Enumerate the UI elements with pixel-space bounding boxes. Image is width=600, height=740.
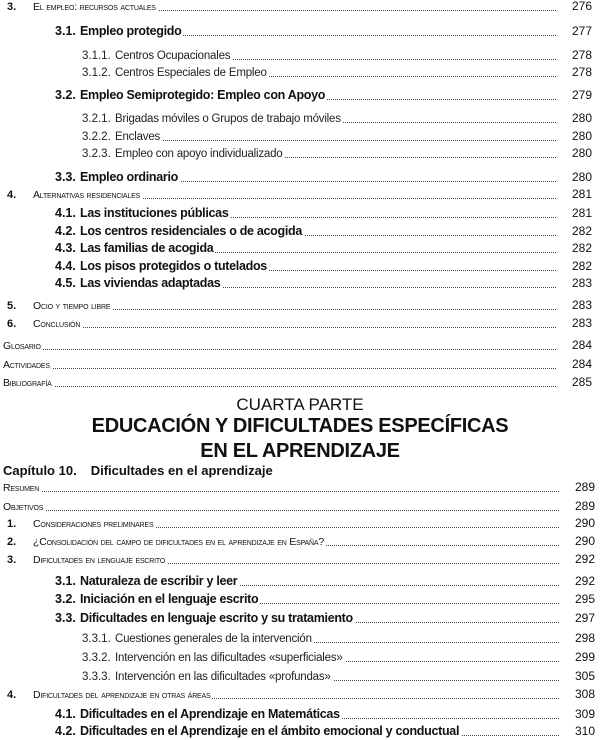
entry-number: 3.: [7, 1, 17, 13]
entry-title: Dificultades en lenguaje escrito y su tratamiento: [80, 611, 353, 625]
entry-page: 280: [571, 170, 592, 184]
entry-title: Empleo Semiprotegido: Empleo con Apoyo: [80, 88, 326, 102]
toc-entry[interactable]: [0, 373, 600, 391]
entry-page: 282: [571, 224, 592, 238]
entry-number: 3.: [7, 554, 17, 566]
toc-entry[interactable]: [0, 127, 600, 145]
entry-title: Iniciación en el lenguaje escrito: [80, 592, 259, 606]
toc-entry[interactable]: [0, 314, 600, 332]
entry-title: ¿Consolidación del campo de dificultades en el aprendizaje en España?: [33, 536, 324, 548]
entry-title: Dificultades en el Aprendizaje en Matemáticas: [80, 707, 340, 721]
entry-page: 283: [571, 316, 592, 330]
toc-entry[interactable]: [0, 629, 600, 647]
toc-entry[interactable]: [0, 532, 600, 550]
entry-page: 285: [571, 375, 592, 389]
entry-title: Conclusión: [33, 318, 81, 330]
toc-entry[interactable]: [0, 46, 600, 64]
entry-page: 292: [574, 552, 595, 566]
entry-title: Actividades: [3, 359, 50, 371]
entry-number: 3.1.1.: [82, 50, 111, 62]
toc-entry[interactable]: [0, 572, 600, 590]
entry-number: 3.3.1.: [82, 633, 111, 645]
toc-entry[interactable]: [0, 590, 600, 608]
entry-page: 276: [571, 0, 592, 13]
entry-title: Las instituciones públicas: [80, 206, 229, 220]
toc-entry[interactable]: [0, 86, 600, 104]
entry-number: 3.3.: [55, 611, 76, 625]
entry-title: Consideraciones preliminares: [33, 518, 154, 530]
entry-page: 283: [571, 298, 592, 312]
entry-title: Dificultades del aprendizaje en otras áreas: [33, 689, 211, 701]
entry-title: Intervención en las dificultades «superficiales»: [115, 652, 343, 664]
entry-title: El empleo: recursos actuales: [33, 1, 156, 13]
toc-entry[interactable]: [0, 514, 600, 532]
entry-page: 280: [571, 146, 592, 160]
chapter-heading: [3, 463, 273, 478]
toc-entry[interactable]: [0, 667, 600, 685]
dot-leader: [33, 327, 556, 328]
toc-entry[interactable]: [0, 355, 600, 373]
part-title-line1: EDUCACIÓN Y DIFICULTADES ESPECÍFICAS: [91, 415, 509, 437]
entry-number: 2.: [7, 536, 17, 548]
entry-page: 290: [574, 516, 595, 530]
dot-leader: [3, 510, 559, 511]
entry-page: 298: [574, 631, 595, 645]
entry-title: Las familias de acogida: [80, 241, 214, 255]
entry-page: 290: [574, 534, 595, 548]
entry-page: 284: [571, 357, 592, 371]
entry-number: 1.: [7, 518, 17, 530]
toc-entry[interactable]: [0, 478, 600, 496]
entry-number: 3.1.: [55, 574, 76, 588]
entry-title: Empleo protegido: [80, 24, 182, 38]
toc-entry[interactable]: [0, 144, 600, 162]
toc-entry[interactable]: [0, 22, 600, 40]
toc-entry[interactable]: [0, 222, 600, 240]
entry-page: 309: [574, 707, 595, 721]
toc-entry[interactable]: [0, 274, 600, 292]
entry-title: Centros Ocupacionales: [115, 50, 231, 62]
entry-number: 3.3.3.: [82, 671, 111, 683]
part-title-line2: EN EL APRENDIZAJE: [200, 440, 400, 462]
toc-entry[interactable]: [0, 204, 600, 222]
entry-page: 277: [571, 24, 592, 38]
dot-leader: [115, 140, 556, 141]
entry-page: 280: [571, 129, 592, 143]
entry-page: 308: [574, 687, 595, 701]
entry-title: Los centros residenciales o de acogida: [80, 224, 303, 238]
entry-number: 4.1.: [55, 707, 76, 721]
entry-number: 3.3.: [55, 170, 76, 184]
toc-entry[interactable]: [0, 722, 600, 740]
entry-page: 279: [571, 88, 592, 102]
entry-number: 4.2.: [55, 224, 76, 238]
toc-entry[interactable]: [0, 0, 600, 15]
chapter-label: Capítulo 10.: [3, 463, 77, 478]
entry-number: 3.3.2.: [82, 652, 111, 664]
entry-number: 3.2.: [55, 88, 76, 102]
toc-entry[interactable]: [0, 185, 600, 203]
entry-page: 289: [574, 499, 595, 513]
toc-entry[interactable]: [0, 550, 600, 568]
entry-title: Dificultades en lenguaje escrito: [33, 554, 166, 566]
entry-page: 289: [574, 480, 595, 494]
entry-title: Ocio y tiempo libre: [33, 300, 111, 312]
entry-page: 281: [571, 187, 592, 201]
dot-leader: [3, 368, 556, 369]
toc-entry[interactable]: [0, 705, 600, 723]
entry-title: Resumen: [3, 482, 40, 494]
chapter-title: Dificultades en el aprendizaje: [90, 463, 273, 478]
entry-number: 4.5.: [55, 276, 76, 290]
entry-page: 305: [574, 669, 595, 683]
entry-page: 282: [571, 259, 592, 273]
toc-entry[interactable]: [0, 296, 600, 314]
entry-title: Intervención en las dificultades «profundas»: [115, 671, 331, 683]
entry-number: 4.2.: [55, 724, 76, 738]
toc-entry[interactable]: [0, 609, 600, 627]
entry-number: 4.4.: [55, 259, 76, 273]
toc-entry[interactable]: [0, 497, 600, 515]
entry-page: 310: [574, 724, 595, 738]
entry-page: 278: [571, 48, 592, 62]
entry-number: 3.2.3.: [82, 148, 111, 160]
dot-leader: [3, 491, 559, 492]
entry-title: Empleo con apoyo individualizado: [115, 148, 283, 160]
entry-page: 295: [574, 592, 595, 606]
entry-number: 3.2.2.: [82, 131, 111, 143]
entry-title: Centros Especiales de Empleo: [115, 67, 267, 79]
entry-number: 3.2.: [55, 592, 76, 606]
entry-title: Glosario: [3, 340, 41, 352]
toc-entry[interactable]: [0, 63, 600, 81]
entry-number: 6.: [7, 318, 17, 330]
entry-page: 278: [571, 65, 592, 79]
entry-title: Dificultades en el Aprendizaje en el ámbito emocional y conductual: [80, 724, 460, 738]
entry-title: Objetivos: [3, 501, 44, 513]
entry-title: Empleo ordinario: [80, 170, 178, 184]
dot-leader: [3, 386, 556, 387]
entry-title: Enclaves: [115, 131, 161, 143]
entry-page: 280: [571, 111, 592, 125]
entry-number: 3.2.1.: [82, 113, 111, 125]
entry-number: 3.1.: [55, 24, 76, 38]
toc-entry[interactable]: [0, 239, 600, 257]
dot-leader: [3, 349, 556, 350]
entry-number: 3.1.2.: [82, 67, 111, 79]
entry-page: 284: [571, 338, 592, 352]
entry-page: 292: [574, 574, 595, 588]
entry-title: Brigadas móviles o Grupos de trabajo móviles: [115, 113, 341, 125]
entry-title: Cuestiones generales de la intervención: [115, 633, 312, 645]
entry-page: 283: [571, 276, 592, 290]
toc-entry[interactable]: [0, 109, 600, 127]
entry-title: Los pisos protegidos o tutelados: [80, 259, 267, 273]
entry-page: 282: [571, 241, 592, 255]
part-label: CUARTA PARTE: [236, 395, 364, 414]
entry-number: 4.3.: [55, 241, 76, 255]
entry-page: 281: [571, 206, 592, 220]
toc-entry[interactable]: [0, 648, 600, 666]
entry-title: Las viviendas adaptadas: [80, 276, 221, 290]
entry-page: 299: [574, 650, 595, 664]
entry-title: Naturaleza de escribir y leer: [80, 574, 238, 588]
entry-number: 4.: [7, 189, 17, 201]
toc-entry[interactable]: [0, 685, 600, 703]
entry-title: Alternativas residenciales: [33, 189, 141, 201]
entry-page: 297: [574, 611, 595, 625]
entry-number: 5.: [7, 300, 17, 312]
toc-entry[interactable]: [0, 257, 600, 275]
toc-entry[interactable]: [0, 168, 600, 186]
entry-number: 4.: [7, 689, 17, 701]
toc-entry[interactable]: [0, 336, 600, 354]
entry-title: Bibliografía: [3, 377, 52, 389]
entry-number: 4.1.: [55, 206, 76, 220]
